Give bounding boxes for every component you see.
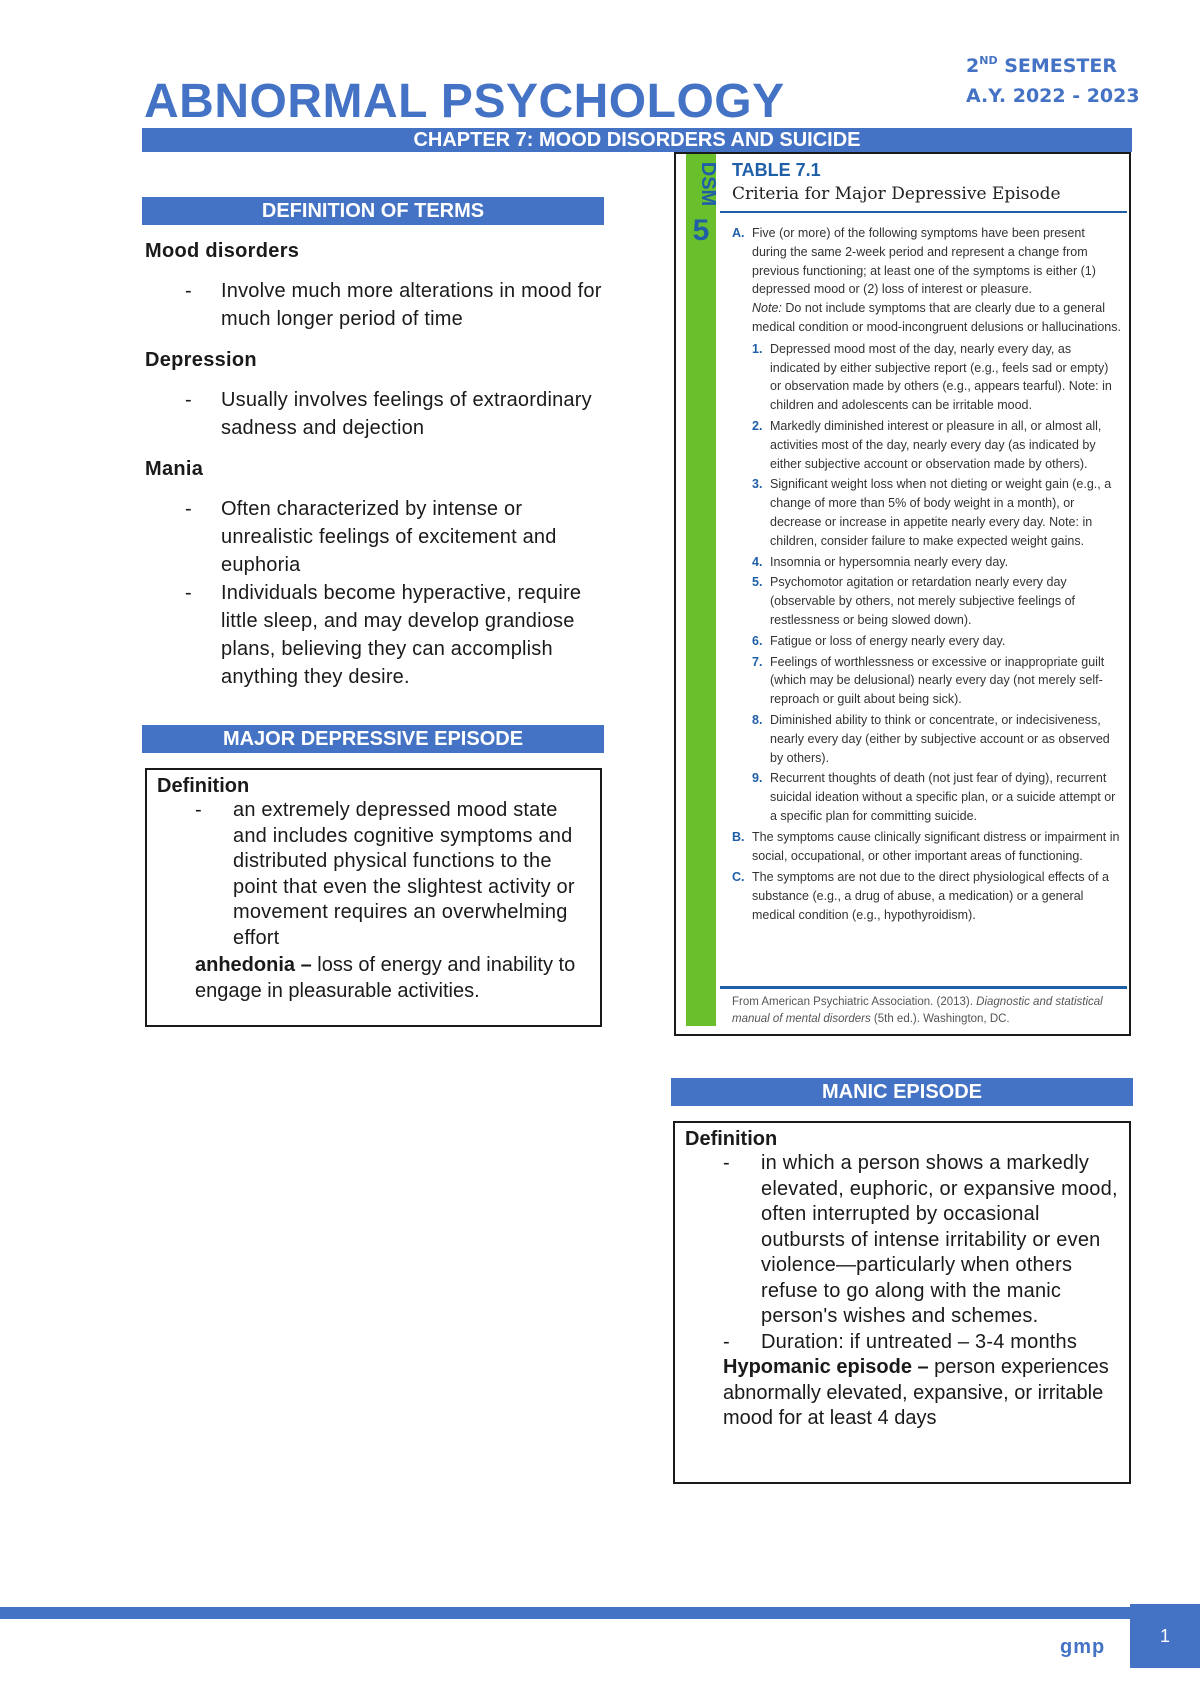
dsm-table-figure (674, 152, 1131, 1036)
criterion-item (732, 653, 1121, 709)
criterion-item-number: 6. (752, 633, 763, 648)
table-source (732, 994, 1121, 1028)
criterion-letter: A. (732, 226, 745, 240)
criterion-item (732, 340, 1121, 415)
definition-text: in which a person shows a markedly elevated, euphoric, or expansive mood, often interrupted by occasional outbursts of intense irritability or even violence—particularly when others refuse to go along with the manic person's wishes and schemes. (761, 1152, 1118, 1327)
criterion-item-text: Diminished ability to think or concentrate, or indecisiveness, nearly every day (either by subjective account or as observed by others). (770, 712, 1110, 765)
criterion-item-text: Recurrent thoughts of death (not just fear of dying), recurrent suicidal ideation without a specific plan, or a suicide attempt or a specific plan for committing suicide. (770, 771, 1116, 823)
criterion-text: Five (or more) of the following symptoms have been present during the same 2-week period and represent a change from previous functioning; at least one of the symptoms is either (1) depressed mood or (2) loss of interest or pleasure. (752, 226, 1096, 297)
semester-superscript: ND (979, 54, 998, 67)
list-item: - Involve much more alterations in mood for much longer period of time (185, 280, 602, 330)
table-number: TABLE 7.1 (732, 160, 821, 180)
term-points (145, 277, 615, 333)
anhedonia-text: loss of energy and inability to engage in pleasurable activities. (195, 954, 576, 1002)
hypomanic-note (723, 1355, 1119, 1432)
term-point-text: Often characterized by intense or unrealistic feelings of excitement and euphoria (221, 498, 557, 576)
manic-episode-heading: MANIC EPISODE (671, 1078, 1133, 1106)
criterion-item-text: Markedly diminished interest or pleasure in all, or almost all, activities most of the day, nearly every day (as indicated by either subjective account or observation made by others). (770, 418, 1102, 471)
footer-line (0, 1607, 1130, 1619)
manic-definition-box (673, 1121, 1131, 1484)
criterion-letter: B. (732, 829, 745, 844)
semester-text: SEMESTER (997, 55, 1117, 77)
criterion-b (732, 828, 1121, 866)
criterion-a (732, 224, 1121, 337)
term-points (145, 495, 615, 691)
criterion-text: The symptoms are not due to the direct physiological effects of a substance (e.g., a drug of abuse, a medication) or a general medical condition (e.g., hypothyroidism). (752, 870, 1109, 922)
list-item: - Individuals become hyperactive, require little sleep, and may develop grandiose plans, believing they can accomplish anything they desire. (185, 582, 582, 688)
page-title: ABNORMAL PSYCHOLOGY (144, 75, 785, 128)
term-point-text: Involve much more alterations in mood for much longer period of time (221, 280, 602, 330)
semester-number: 2 (966, 55, 980, 77)
criterion-item (732, 711, 1121, 767)
criterion-item-number: 2. (752, 418, 763, 433)
criterion-item-text: Insomnia or hypersomnia nearly every day. (770, 554, 1009, 569)
criterion-item (732, 573, 1121, 629)
term-heading: Mood disorders (145, 240, 300, 262)
criterion-item-number: 1. (752, 341, 763, 356)
criterion-letter: C. (732, 870, 745, 885)
anhedonia-term: anhedonia – (195, 954, 312, 976)
criterion-item (732, 553, 1121, 572)
source-suffix: (5th ed.). Washington, DC. (870, 1013, 1010, 1025)
definition-text: an extremely depressed mood state and includes cognitive symptoms and distributed physical functions to the point that even the slightest activity or movement requires an overwhelming effort (233, 799, 575, 949)
chapter-bar: CHAPTER 7: MOOD DISORDERS AND SUICIDE (142, 128, 1132, 152)
criterion-item (732, 632, 1121, 651)
duration-text: Duration: if untreated – 3-4 months (761, 1330, 1078, 1353)
list-item: - Duration: if untreated – 3-4 months (723, 1330, 1078, 1353)
academic-year: A.Y. 2022 - 2023 (966, 85, 1140, 107)
definition-label: Definition (157, 775, 250, 797)
list-item: - in which a person shows a markedly elevated, euphoric, or expansive mood, often interrupted by occasional outbursts of intense irritability or even violence—particularly when others refuse to go along with the manic person's wishes and schemes. (723, 1152, 1118, 1327)
table-body (732, 224, 1121, 925)
definitions-list (145, 240, 615, 691)
hypomanic-text: person experiences abnormally elevated, expansive, or irritable mood for at least 4 days (723, 1356, 1109, 1429)
criterion-items (732, 340, 1121, 826)
hypomanic-term: Hypomanic episode – (723, 1356, 929, 1378)
criterion-text: The symptoms cause clinically significant distress or impairment in social, occupational, or other important areas of functioning. (752, 829, 1120, 863)
major-depressive-heading: MAJOR DEPRESSIVE EPISODE (142, 725, 604, 753)
source-title: Diagnostic and statistical manual of mental disorders (732, 996, 1103, 1025)
semester-label (966, 46, 1140, 111)
definition-points (723, 1151, 1119, 1355)
note-text: Do not include symptoms that are clearly due to a general medical condition or mood-incongruent delusions or hallucinations. (752, 301, 1121, 334)
dsm-label-text: DSM (697, 161, 720, 207)
semester-line (966, 46, 1140, 81)
definitions-heading: DEFINITION OF TERMS (142, 197, 604, 225)
page-number: 1 (1130, 1604, 1200, 1668)
term-point-text: Usually involves feelings of extraordinary sadness and dejection (221, 389, 592, 439)
criterion-item-number: 3. (752, 477, 763, 492)
term-heading: Mania (145, 458, 204, 480)
term-points (145, 386, 615, 442)
list-item: - an extremely depressed mood state and includes cognitive symptoms and distributed physical functions to the point that even the slightest activity or movement requires an overwhelming effort (195, 799, 575, 949)
table-rule-top (720, 211, 1127, 213)
note-label: Note: (752, 301, 782, 316)
source-prefix: From American Psychiatric Association. (2013). (732, 996, 977, 1008)
criterion-item (732, 475, 1121, 550)
criterion-item-number: 8. (752, 712, 763, 727)
dsm-label (686, 161, 720, 207)
criterion-item (732, 769, 1121, 825)
criterion-note (752, 299, 1121, 337)
criterion-item-text: Fatigue or loss of energy nearly every day. (770, 633, 1006, 648)
criterion-item-number: 4. (752, 554, 763, 569)
criterion-item-number: 5. (752, 575, 763, 590)
criterion-item-text: Psychomotor agitation or retardation nearly every day (observable by others, not merely subjective feelings of restlessness or being slowed down). (770, 575, 1076, 627)
criterion-c (732, 868, 1121, 924)
major-depressive-definition-box (145, 768, 602, 1027)
list-item: - Usually involves feelings of extraordinary sadness and dejection (185, 389, 592, 439)
criterion-item-number: 9. (752, 771, 763, 786)
definition-label: Definition (685, 1128, 778, 1150)
criterion-item-text: Feelings of worthlessness or excessive or inappropriate guilt (which may be delusional) nearly every day (not merely self-reproach or guilt about being sick). (770, 654, 1105, 707)
term-point-text: Individuals become hyperactive, require little sleep, and may develop grandiose plans, believing they can accomplish anything they desire. (221, 582, 582, 688)
criterion-item (732, 417, 1121, 473)
term-heading: Depression (145, 349, 257, 371)
dsm-side-strip (686, 154, 720, 1026)
table-title: Criteria for Major Depressive Episode (732, 184, 1061, 204)
list-item: - Often characterized by intense or unrealistic feelings of excitement and euphoria (185, 498, 557, 576)
criterion-item-text: Significant weight loss when not dieting or weight gain (e.g., a change of more than 5% of body weight in a month), or decrease or increase in appetite nearly every day. Note: in children, consider failure to make expected weight gains. (770, 477, 1112, 548)
criterion-item-number: 7. (752, 654, 763, 669)
criterion-item-text: Depressed mood most of the day, nearly every day, as indicated by either subjective report (e.g., feels sad or empty) or observation made by others (e.g., appears tearful). Note: in children and adolescents can be irritable mood. (770, 341, 1112, 413)
footer-initials: gmp (1060, 1636, 1106, 1658)
definition-points (195, 798, 590, 951)
anhedonia-note (195, 953, 590, 1004)
table-rule-bottom (720, 986, 1127, 989)
dsm-number: 5 (692, 214, 710, 247)
